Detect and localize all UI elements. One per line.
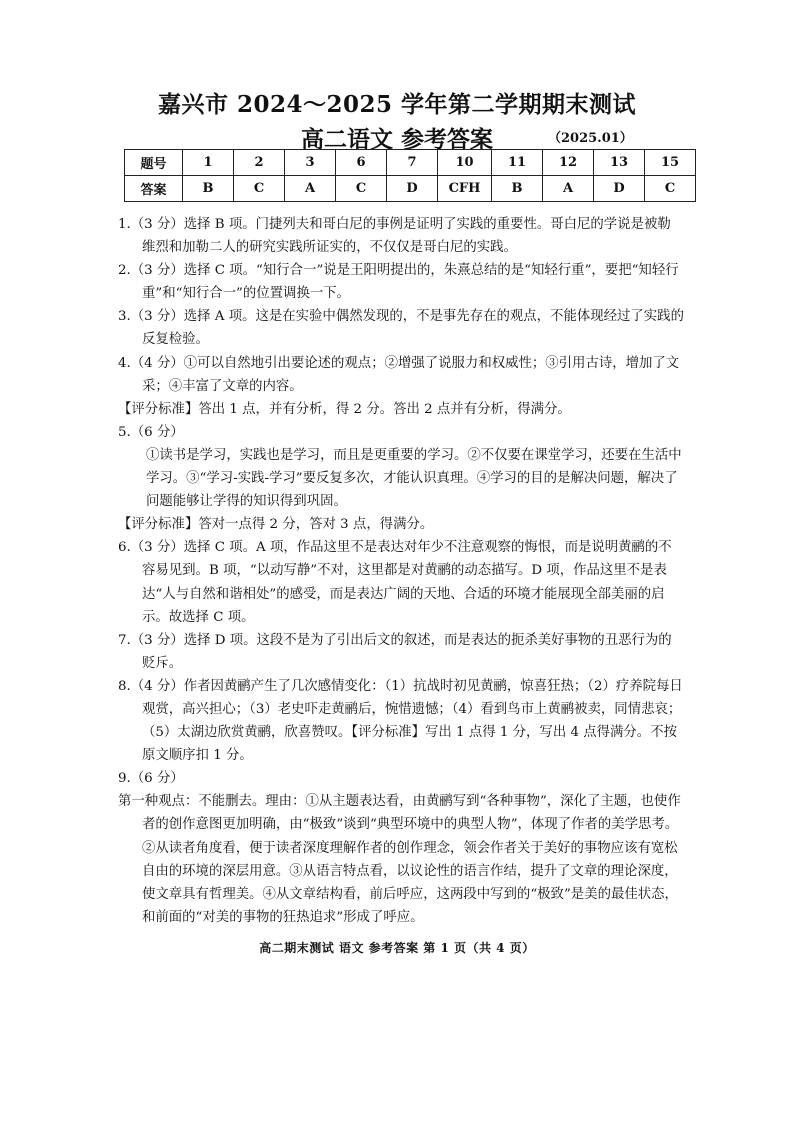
table-cell: 13 <box>594 150 645 176</box>
table-cell: 15 <box>645 150 696 176</box>
answer-9-body: 第一种观点：不能删去。理由：①从主题表达看，由黄鹂写到“各种事物”，深化了主题，也使作者的创作意图更加明确，由“极致”谈到“典型环境中的典型人物”，体现了作者的美学思考。②从读者角度看，便于读者深度理解作者的创作理念，领会作者关于美好的事物应该有宽松自由的环境的深层用意。③从语言特点看，以议论性的语言作结，提升了文章的理论深度，使文章具有哲理美。④从文章结构看，前后呼应，这两段中写到的“极致”是美的最佳状态，和前面的“对美的事物的狂热追求”形成了呼应。 <box>118 794 681 925</box>
table-cell: C <box>234 176 285 202</box>
answer-9-heading: 9.（6 分） <box>118 771 184 787</box>
scoring-standard-4: 【评分标准】答出 1 点，并有分析，得 2 分。答出 2 点并有分析，得满分。 <box>118 401 571 417</box>
table-cell: B <box>492 176 543 202</box>
table-cell: 3 <box>285 150 336 176</box>
table-cell: C <box>336 176 387 202</box>
answer-2: 2.（3 分）选择 C 项。“知行合一”说是王阳明提出的，朱熹总结的是“知轻行重”，要把“知轻行重”和“知行合一”的位置调换一下。 <box>118 263 679 302</box>
answer-7: 7.（3 分）选择 D 项。这段不是为了引出后文的叙述，而是表达的扼杀美好事物的丑恶行为的贬斥。 <box>118 632 672 671</box>
row-label-answer: 答案 <box>125 176 183 202</box>
answer-4: 4.（4 分）①可以自然地引出要论述的观点；②增强了说服力和权威性；③引用古诗，增加了文采；④丰富了文章的内容。 <box>118 355 680 394</box>
answer-6: 6.（3 分）选择 C 项。A 项，作品这里不是表达对年少不注意观察的悔恨，而是说明黄鹂的不容易见到。B 项，“以动写静”不对，这里都是对黄鹂的动态描写。D 项，作品这里不是表达“人与自然和谐相处”的感受，而是表达广阔的天地、合适的环境才能展现全部美丽的启示。故选择 C 项。 <box>118 540 672 625</box>
table-cell: B <box>183 176 234 202</box>
answer-row <box>125 176 696 202</box>
table-cell: D <box>387 176 438 202</box>
answer-1: 1.（3 分）选择 B 项。门捷列夫和哥白尼的事例是证明了实践的重要性。哥白尼的学说是被勒维烈和加勒二人的研究实践所证实的，不仅仅是哥白尼的实践。 <box>118 217 671 256</box>
table-cell: C <box>645 176 696 202</box>
table-cell: A <box>285 176 336 202</box>
table-cell: 12 <box>543 150 594 176</box>
table-cell: A <box>543 176 594 202</box>
scoring-standard-5: 【评分标准】答对一点得 2 分，答对 3 点，得满分。 <box>118 517 434 533</box>
answer-body <box>118 213 684 929</box>
answer-key-title: 高二语文 参考答案 <box>300 126 493 153</box>
table-cell: 10 <box>438 150 492 176</box>
table-cell: 11 <box>492 150 543 176</box>
table-cell: CFH <box>438 176 492 202</box>
exam-date: （2025.01） <box>548 131 633 146</box>
answer-table <box>124 149 696 202</box>
table-cell: 6 <box>336 150 387 176</box>
row-label-question: 题号 <box>125 150 183 176</box>
table-cell: 7 <box>387 150 438 176</box>
table-cell: 1 <box>183 150 234 176</box>
answer-5-heading: 5.（6 分） <box>118 424 184 440</box>
answer-5-body: ①读书是学习，实践也是学习，而且是更重要的学习。②不仅要在课堂学习，还要在生活中学习。③“学习-实践-学习”要反复多次，才能认识真理。④学习的目的是解决问题，解决了问题能够让学得的知识得到巩固。 <box>146 447 682 510</box>
exam-title: 嘉兴市 2024～2025 学年第二学期期末测试 <box>157 91 637 118</box>
page-footer: 高二期末测试 语文 参考答案 第 1 页（共 4 页） <box>259 941 535 955</box>
answer-8: 8.（4 分）作者因黄鹂产生了几次感情变化：（1）抗战时初见黄鹂，惊喜狂热；（2）疗养院每日观赏，高兴担心；（3）老史吓走黄鹂后，惋惜遗憾；（4）看到鸟市上黄鹂被卖，同情悲哀；（5）太湖边欣赏黄鹂，欣喜赞叹。【评分标准】写出 1 点得 1 分，写出 4 点得满分。不按原文顺序扣 1 分。 <box>118 678 683 764</box>
question-number-row <box>125 150 696 176</box>
answer-3: 3.（3 分）选择 A 项。这是在实验中偶然发现的，不是事先存在的观点，不能体现经过了实践的反复检验。 <box>118 309 684 348</box>
table-cell: D <box>594 176 645 202</box>
table-cell: 2 <box>234 150 285 176</box>
